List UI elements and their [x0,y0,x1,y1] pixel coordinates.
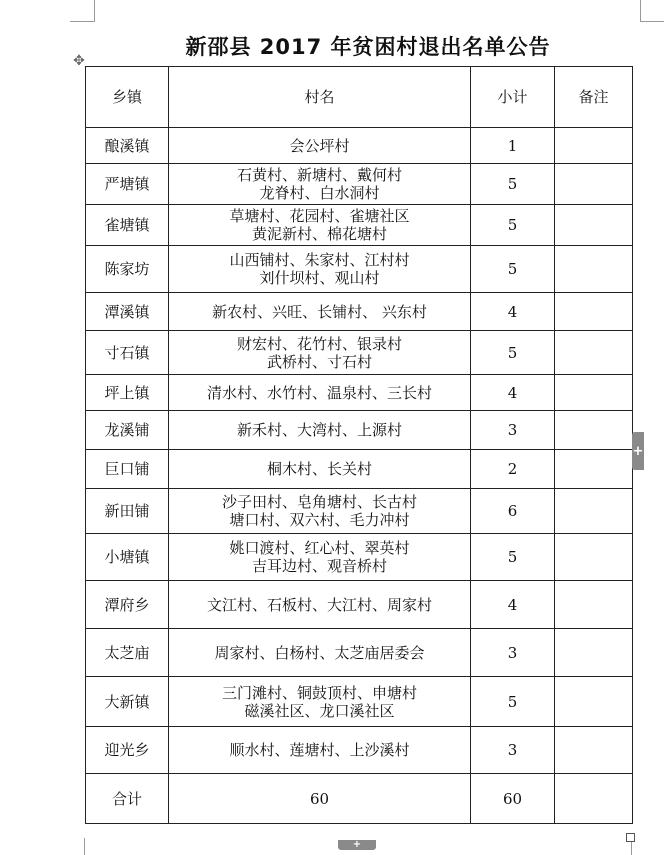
total-note-cell[interactable] [555,774,633,824]
village-line: 会公坪村 [289,136,350,155]
town-cell[interactable]: 陈家坊 [86,246,169,293]
count-cell[interactable]: 3 [471,411,555,450]
village-line: 沙子田村、皂角塘村、长古村 [221,493,417,511]
header-villages[interactable]: 村名 [169,67,471,128]
table-row [86,205,633,246]
villages-cell[interactable] [169,293,471,331]
village-line: 桐木村、长关村 [266,460,372,478]
table-row [86,727,633,774]
note-cell[interactable] [555,293,633,331]
note-cell[interactable] [555,450,633,489]
village-line: 黄泥新村、棉花塘村 [251,225,387,243]
villages-cell[interactable] [169,331,471,375]
villages-cell[interactable] [169,128,471,164]
village-line: 刘什坝村、观山村 [259,269,380,287]
count-cell[interactable]: 6 [471,489,555,534]
villages-cell[interactable] [169,629,471,677]
header-town[interactable]: 乡镇 [86,67,169,128]
village-line: 山西铺村、朱家村、江村村 [229,251,410,269]
villages-cell[interactable] [169,677,471,727]
villages-cell[interactable] [169,411,471,450]
villages-cell[interactable] [169,375,471,411]
count-cell[interactable]: 2 [471,450,555,489]
note-cell[interactable] [555,246,633,293]
village-line: 顺水村、莲塘村、上沙溪村 [229,741,410,759]
table-row [86,450,633,489]
margin-mark [84,838,85,855]
margin-mark [94,0,95,22]
note-cell[interactable] [555,375,633,411]
village-line: 姚口渡村、红心村、翠英村 [229,539,410,557]
note-cell[interactable] [555,411,633,450]
total-count-cell[interactable]: 60 [471,774,555,824]
note-cell[interactable] [555,331,633,375]
town-cell[interactable]: 龙溪铺 [86,411,169,450]
note-cell[interactable] [555,581,633,629]
table-resize-handle[interactable] [626,833,635,842]
note-cell[interactable] [555,677,633,727]
total-row [86,774,633,824]
town-cell[interactable]: 大新镇 [86,677,169,727]
count-cell[interactable]: 4 [471,581,555,629]
villages-cell[interactable] [169,489,471,534]
town-cell[interactable]: 潭溪镇 [86,293,169,331]
village-line: 新农村、兴旺、长铺村、 兴东村 [212,302,427,321]
table-row [86,629,633,677]
count-cell[interactable]: 5 [471,164,555,205]
village-line: 石黄村、新塘村、戴何村 [236,166,402,184]
town-cell[interactable]: 雀塘镇 [86,205,169,246]
town-cell[interactable]: 坪上镇 [86,375,169,411]
villages-cell[interactable] [169,164,471,205]
header-row [86,67,633,128]
header-count[interactable]: 小计 [471,67,555,128]
town-cell[interactable]: 太芝庙 [86,629,169,677]
note-cell[interactable] [555,128,633,164]
count-cell[interactable]: 4 [471,375,555,411]
town-cell[interactable]: 巨口铺 [86,450,169,489]
village-line: 财宏村、花竹村、银录村 [236,334,402,353]
village-line: 新禾村、大湾村、上源村 [236,421,402,439]
table-row [86,489,633,534]
margin-mark [641,21,664,22]
town-cell[interactable]: 酿溪镇 [86,128,169,164]
table-row [86,534,633,581]
note-cell[interactable] [555,489,633,534]
count-cell[interactable]: 5 [471,205,555,246]
count-cell[interactable]: 5 [471,677,555,727]
village-line: 龙脊村、白水洞村 [259,184,380,202]
table-row [86,164,633,205]
note-cell[interactable] [555,629,633,677]
town-cell[interactable]: 严塘镇 [86,164,169,205]
table-row [86,293,633,331]
village-line: 文江村、石板村、大江村、周家村 [206,595,432,614]
note-cell[interactable] [555,164,633,205]
margin-mark [640,0,641,22]
note-cell[interactable] [555,534,633,581]
add-row-plus-icon[interactable]: + [338,840,376,850]
town-cell[interactable]: 潭府乡 [86,581,169,629]
villages-cell[interactable] [169,205,471,246]
table-row [86,677,633,727]
town-cell[interactable]: 新田铺 [86,489,169,534]
villages-cell[interactable] [169,581,471,629]
add-column-plus-icon[interactable]: + [632,432,644,470]
table-row [86,128,633,164]
note-cell[interactable] [555,205,633,246]
village-line: 吉耳边村、观音桥村 [251,557,387,575]
table-row [86,581,633,629]
count-cell[interactable]: 1 [471,128,555,164]
villages-cell[interactable] [169,246,471,293]
villages-cell[interactable] [169,727,471,774]
total-label-cell[interactable]: 合计 [86,774,169,824]
page-title: 新邵县 2017 年贫困村退出名单公告 [185,35,551,59]
town-cell[interactable]: 迎光乡 [86,727,169,774]
town-cell[interactable]: 寸石镇 [86,331,169,375]
header-note[interactable]: 备注 [555,67,633,128]
village-line: 三门滩村、铜鼓顶村、申塘村 [221,683,417,702]
village-table[interactable] [85,66,633,824]
margin-mark [70,21,94,22]
village-line: 草塘村、花园村、雀塘社区 [229,207,410,225]
villages-cell[interactable] [169,450,471,489]
count-cell[interactable]: 3 [471,629,555,677]
villages-cell[interactable] [169,534,471,581]
move-arrows-icon[interactable]: ✥ [73,53,85,69]
table-row [86,331,633,375]
count-cell[interactable]: 5 [471,246,555,293]
village-line: 武桥村、寸石村 [266,352,372,371]
count-cell[interactable]: 3 [471,727,555,774]
note-cell[interactable] [555,727,633,774]
table-row [86,375,633,411]
village-line: 塘口村、双六村、毛力冲村 [229,511,410,529]
count-cell[interactable]: 5 [471,331,555,375]
table-row [86,411,633,450]
count-cell[interactable]: 5 [471,534,555,581]
village-line: 磁溪社区、龙口溪社区 [244,701,395,720]
village-line: 清水村、水竹村、温泉村、三长村 [206,383,432,402]
village-line: 周家村、白杨村、太芝庙居委会 [214,643,425,662]
count-cell[interactable]: 4 [471,293,555,331]
total-villages-cell[interactable]: 60 [169,774,471,824]
table-row [86,246,633,293]
town-cell[interactable]: 小塘镇 [86,534,169,581]
